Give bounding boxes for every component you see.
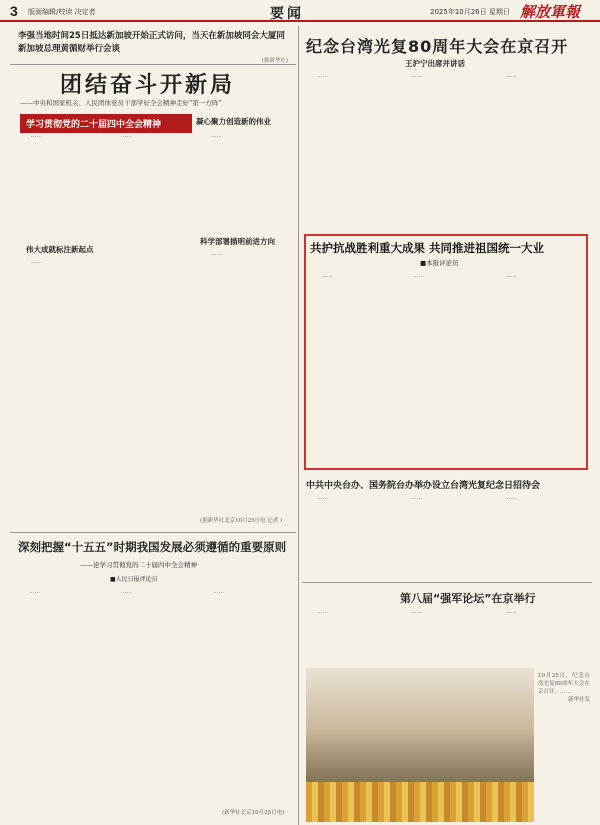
bottom-left-title: 深刻把握“十五五”时期我国发展必须遵循的重要原则 bbox=[18, 540, 287, 554]
news-photo bbox=[306, 668, 534, 822]
photo-caption: 10月25日，纪念台湾光复80周年大会在京召开。…… bbox=[538, 673, 590, 695]
lead-heading-3: 科学部署描明前进方向 bbox=[200, 237, 275, 246]
taiwan-office-body-col1: …… bbox=[306, 495, 329, 501]
taiwan-office-title: 中共中央台办、国务院台办举办设立台湾光复纪念日招待会 bbox=[306, 481, 541, 491]
photo-caption-block bbox=[538, 672, 590, 812]
left-top-news bbox=[18, 30, 288, 64]
commentary-body-col2: …… bbox=[402, 273, 425, 279]
photo-credit: 新华社发 bbox=[567, 697, 590, 703]
bottom-left-source: (新华社北京10月25日电) bbox=[222, 810, 285, 816]
commentary-body-col3: …… bbox=[494, 273, 517, 279]
bottom-left-body-col1: …… bbox=[18, 589, 41, 595]
lead-heading-1: 伟大成就标注新起点 bbox=[26, 245, 94, 254]
divider bbox=[10, 64, 296, 65]
right-top-subtitle: 王沪宁出席并讲话 bbox=[405, 59, 465, 68]
section-title: 要闻 bbox=[270, 6, 304, 22]
lead-article-banner: 学习贯彻党的二十届四中全会精神 bbox=[20, 114, 192, 133]
issue-date: 2025年10月26日 星期日 bbox=[430, 8, 510, 16]
bottom-left-subtitle: ——论学习贯彻党的二十届四中全会精神 bbox=[80, 561, 197, 569]
taiwan-office-body-col3: …… bbox=[494, 495, 517, 501]
taiwan-office-body-col2: …… bbox=[400, 495, 423, 501]
lead-article-title: 团结奋斗开新局 bbox=[60, 73, 236, 98]
page-info: 版面编辑/校读 决定者 bbox=[28, 8, 96, 16]
lead-article-body-col1b: …… bbox=[20, 259, 43, 265]
lead-article-subtitle: ——中央和国家机关、人民团体党员干部学好全会精神走好“第一方阵” bbox=[20, 99, 222, 107]
page-number: 3 bbox=[10, 3, 18, 19]
left-top-news-source: (据新华社) bbox=[261, 58, 288, 64]
lead-article-body-col2: …… bbox=[110, 133, 133, 139]
bottom-left-body-col2: …… bbox=[110, 589, 133, 595]
lead-article-body-col1: …… bbox=[20, 133, 43, 139]
left-top-news-text: 李强当地时间25日抵达新加坡开始正式访问，当天在新加坡同会大厦同新加坡总理黄循财举行会谈 bbox=[18, 31, 285, 54]
column-divider bbox=[298, 26, 299, 825]
bottom-left-author: ■人民日报评论员 bbox=[110, 576, 158, 583]
right-top-title: 纪念台湾光复80周年大会在京召开 bbox=[306, 37, 569, 56]
lead-heading-2: 凝心聚力创造新的伟业 bbox=[196, 117, 271, 126]
forum-body-col1: …… bbox=[306, 609, 329, 615]
forum-body-col2: …… bbox=[400, 609, 423, 615]
lead-article-body-col3: …… bbox=[200, 133, 223, 139]
bottom-left-body-col3: …… bbox=[202, 589, 225, 595]
forum-title: 第八届“强军论坛”在京举行 bbox=[400, 592, 536, 605]
divider bbox=[302, 582, 592, 583]
right-top-body-col1: …… bbox=[306, 73, 329, 79]
forum-body-col3: …… bbox=[494, 609, 517, 615]
divider bbox=[10, 532, 296, 533]
commentary-author: ■本报评论员 bbox=[420, 259, 459, 267]
commentary-title: 共护抗战胜利重大成果 共同推进祖国统一大业 bbox=[310, 241, 545, 255]
right-top-body-col2: …… bbox=[400, 73, 423, 79]
newspaper-logo: 解放軍報 bbox=[520, 3, 581, 21]
right-top-body-col3: …… bbox=[494, 73, 517, 79]
flowerbed bbox=[306, 782, 534, 822]
lead-article-source: (据新华社北京10月25日电 记者 ) bbox=[200, 518, 283, 524]
lead-article-body-col3b: …… bbox=[200, 251, 223, 257]
commentary-body-col1: …… bbox=[310, 273, 333, 279]
